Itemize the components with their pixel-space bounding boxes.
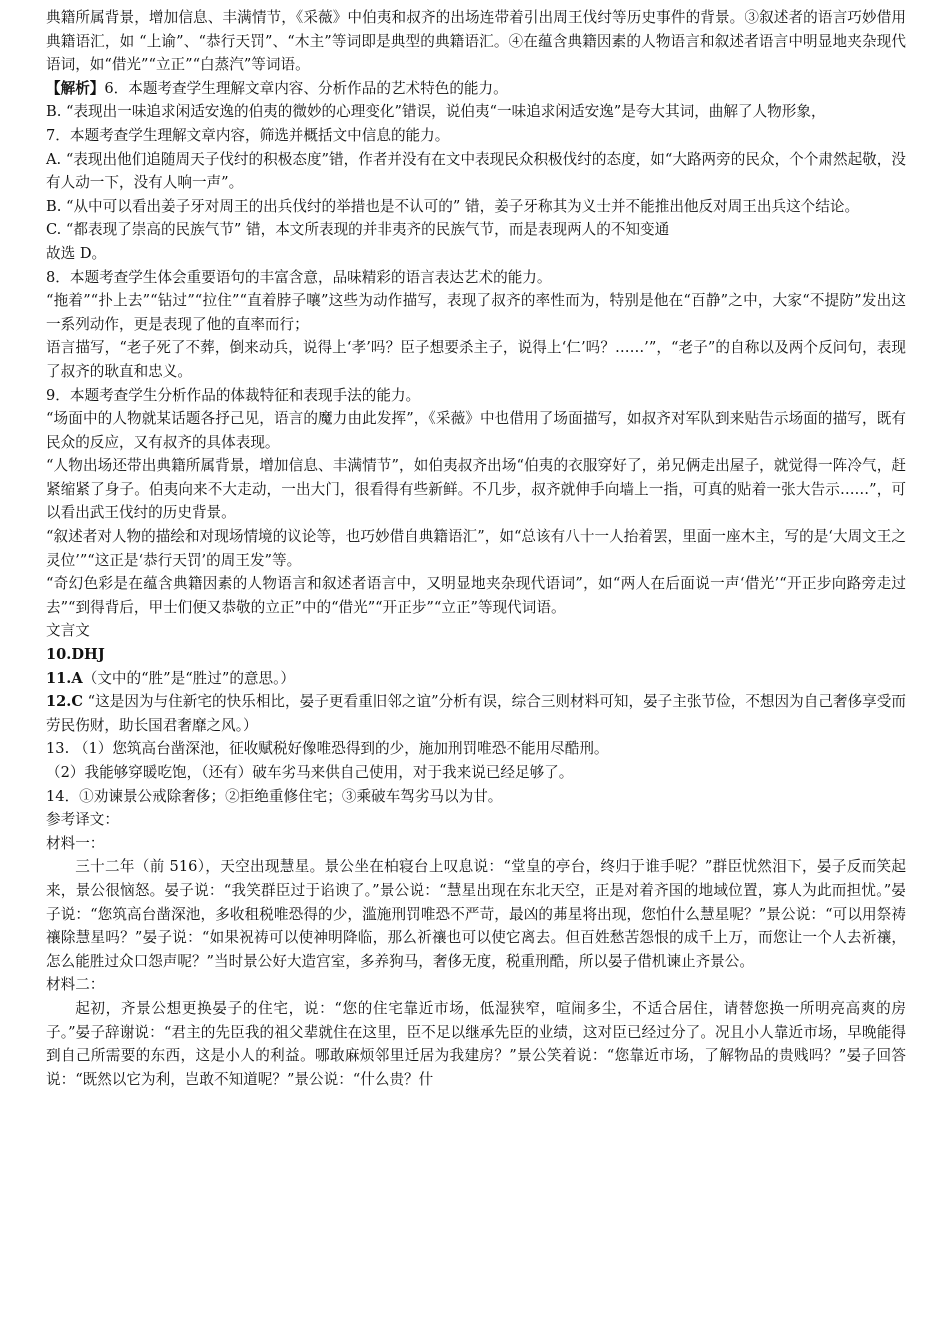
answer-q14: 14．①劝谏景公戒除奢侈；②拒绝重修住宅；③乘破车驾劣马以为甘。 bbox=[46, 787, 503, 805]
section-heading-classical: 文言文 bbox=[46, 622, 90, 640]
analysis-q7-a: A. “表现出他们追随周天子伐纣的积极态度”错，作者并没有在文中表现民众积极伐纣的态度，如“大路两旁的民众，个个肃然起敬，没有人动一下，没有人响一声”。 bbox=[46, 150, 906, 192]
analysis-q7-c: C. “都表现了崇高的民族气节” 错，本文所表现的并非夷齐的民族气节，而是表现两人的不知变通 bbox=[46, 221, 670, 239]
analysis-q6-text: 6．本题考查学生理解文章内容、分析作品的艺术特色的能力。 bbox=[104, 79, 508, 97]
answer-q10: 10.DHJ bbox=[46, 646, 105, 664]
answer-q13-line1: 13. （1）您筑高台凿深池，征收赋税好像唯恐得到的少，施加刑罚唯恐不能用尽酷刑。 bbox=[46, 740, 609, 758]
analysis-q6-b: B. “表现出一味追求闲适安逸的伯夷的微妙的心理变化”错误，说伯夷“一味追求闲适安逸”是夸大其词，曲解了人物形象， bbox=[46, 103, 826, 121]
analysis-q8-language: 语言描写，“老子死了不葬，倒来动兵，说得上‘孝’吗？臣子想要杀主子，说得上‘仁’吗？……’”，“老子”的自称以及两个反问句，表现了叔齐的耿直和忠义。 bbox=[46, 339, 906, 380]
translation-heading: 参考译文： bbox=[46, 811, 119, 829]
analysis-tag: 【解析】 bbox=[46, 79, 105, 97]
analysis-q6-intro bbox=[46, 77, 906, 101]
analysis-q9-fantasy: “奇幻色彩是在蕴含典籍因素的人物语言和叙述者语言中，又明显地夹杂现代语词”，如“两人在后面说一声‘借光’“开正步向路旁走过去”“到得背后，甲士们便又恭敬的立正”中的“借光”“开正步”“立正”等现代词语。 bbox=[46, 575, 906, 616]
answer-q12 bbox=[46, 690, 906, 737]
material2-text: 起初，齐景公想更换晏子的住宅，说：“您的住宅靠近市场，低湿狭窄，喧闹多尘，不适合居住，请替您换一所明亮高爽的房子。”晏子辞谢说：“君主的先臣我的祖父辈就住在这里，臣不足以继承先臣的业绩，这对臣已经过分了。况且小人靠近市场，早晚能得到自己所需要的东西，这是小人的利益。哪敢麻烦邻里迁居为我建房？”景公笑着说：“您靠近市场，了解物品的贵贱吗？”晏子回答说：“既然以它为利，岂敢不知道呢？”景公说：“什么贵？什 bbox=[46, 999, 906, 1088]
paragraph-top: 典籍所属背景，增加信息、丰满情节，《采薇》中伯夷和叔齐的出场连带着引出周王伐纣等历史事件的背景。③叙述者的语言巧妙借用典籍语汇，如 “上谕”、“恭行天罚”、“木主”等词即是典型的典籍语汇。④在蕴含典籍因素的人物语言和叙述者语言中明显地夹杂现代语词，如“借光”“立正”“白蒸汽”等词语。 bbox=[46, 9, 906, 74]
analysis-q7-intro: 7．本题考查学生理解文章内容，筛选并概括文中信息的能力。 bbox=[46, 126, 450, 144]
analysis-q9-scene: “场面中的人物就某话题各抒己见，语言的魔力由此发挥”，《采薇》中也借用了场面描写，如叔齐对军队到来贴告示场面的描写，既有民众的反应，又有叔齐的具体表现。 bbox=[46, 410, 906, 451]
analysis-q9-characters: “人物出场还带出典籍所属背景，增加信息、丰满情节”，如伯夷叔齐出场“伯夷的衣服穿好了，弟兄俩走出屋子，就觉得一阵冷气，赶紧缩紧了身子。伯夷向来不大走动，一出大门，很看得有些新鲜。不几步，叔齐就伸手向墙上一指，可真的贴着一张大告示……”，可以看出武王伐纣的历史背景。 bbox=[46, 457, 906, 522]
analysis-q7-b: B. “从中可以看出姜子牙对周王的出兵伐纣的举措也是不认可的” 错，姜子牙称其为义士并不能推出他反对周王出兵这个结论。 bbox=[46, 197, 860, 215]
answer-q13-line2: （2）我能够穿暖吃饱，（还有）破车劣马来供自己使用，对于我来说已经足够了。 bbox=[46, 764, 574, 781]
answer-q12-number: 12.C bbox=[46, 693, 84, 711]
analysis-q9-narrator: “叙述者对人物的描绘和对现场情境的议论等，也巧妙借自典籍语汇”，如“总该有八十一人抬着罢，里面一座木主，写的是‘大周文王之灵位’”“这正是‘恭行天罚’的周王发”等。 bbox=[46, 528, 906, 569]
analysis-q8-intro: 8．本题考查学生体会重要语句的丰富含意，品味精彩的语言表达艺术的能力。 bbox=[46, 268, 552, 286]
analysis-q7-answer: 故选 D。 bbox=[46, 244, 107, 262]
material1-heading: 材料一： bbox=[46, 834, 105, 852]
analysis-q9-intro: 9．本题考查学生分析作品的体裁特征和表现手法的能力。 bbox=[46, 386, 421, 404]
answer-q11 bbox=[46, 667, 906, 691]
material2-heading: 材料二： bbox=[46, 976, 105, 994]
answer-q11-text: （文中的“胜”是“胜过”的意思。） bbox=[82, 669, 295, 687]
answer-q11-number: 11.A bbox=[46, 669, 83, 687]
answer-q12-text: “这是因为与住新宅的快乐相比，晏子更看重旧邻之谊”分析有误，综合三则材料可知，晏子主张节俭，不想因为自己奢侈享受而劳民伤财，助长国君奢靡之风。） bbox=[46, 693, 906, 734]
analysis-q8-action: “拖着”“扑上去”“钻过”“拉住”“直着脖子嚷”这些为动作描写，表现了叔齐的率性而为，特别是他在“百静”之中，大家“不提防”发出这一系列动作，更是表现了他的直率而行； bbox=[46, 292, 906, 333]
material1-text: 三十二年（前 516），天空出现慧星。景公坐在柏寝台上叹息说：“堂皇的亭台，终归于谁手呢？”群臣忧然泪下，晏子反而笑起来，景公很恼怒。晏子说：“我笑群臣过于谄谀了。”景公说：“慧星出现在东北天空，正是对着齐国的地域位置，寡人为此而担忧。”晏子说：“您筑高台凿深池，多收租税唯恐得的少，滥施刑罚唯恐不严苛，最凶的茀星将出现，您怕什么慧星呢？”景公说：“可以用祭祷禳除慧星吗？”晏子说：“如果祝祷可以使神明降临，那么祈禳也可以使它离去。但百姓愁苦怨恨的成千上万，而您让一个人去祈禳，怎么能胜过众口怨声呢？”当时景公好大造宫室，多养狗马，奢侈无度，税重刑酷，所以晏子借机谏止齐景公。 bbox=[46, 858, 906, 970]
